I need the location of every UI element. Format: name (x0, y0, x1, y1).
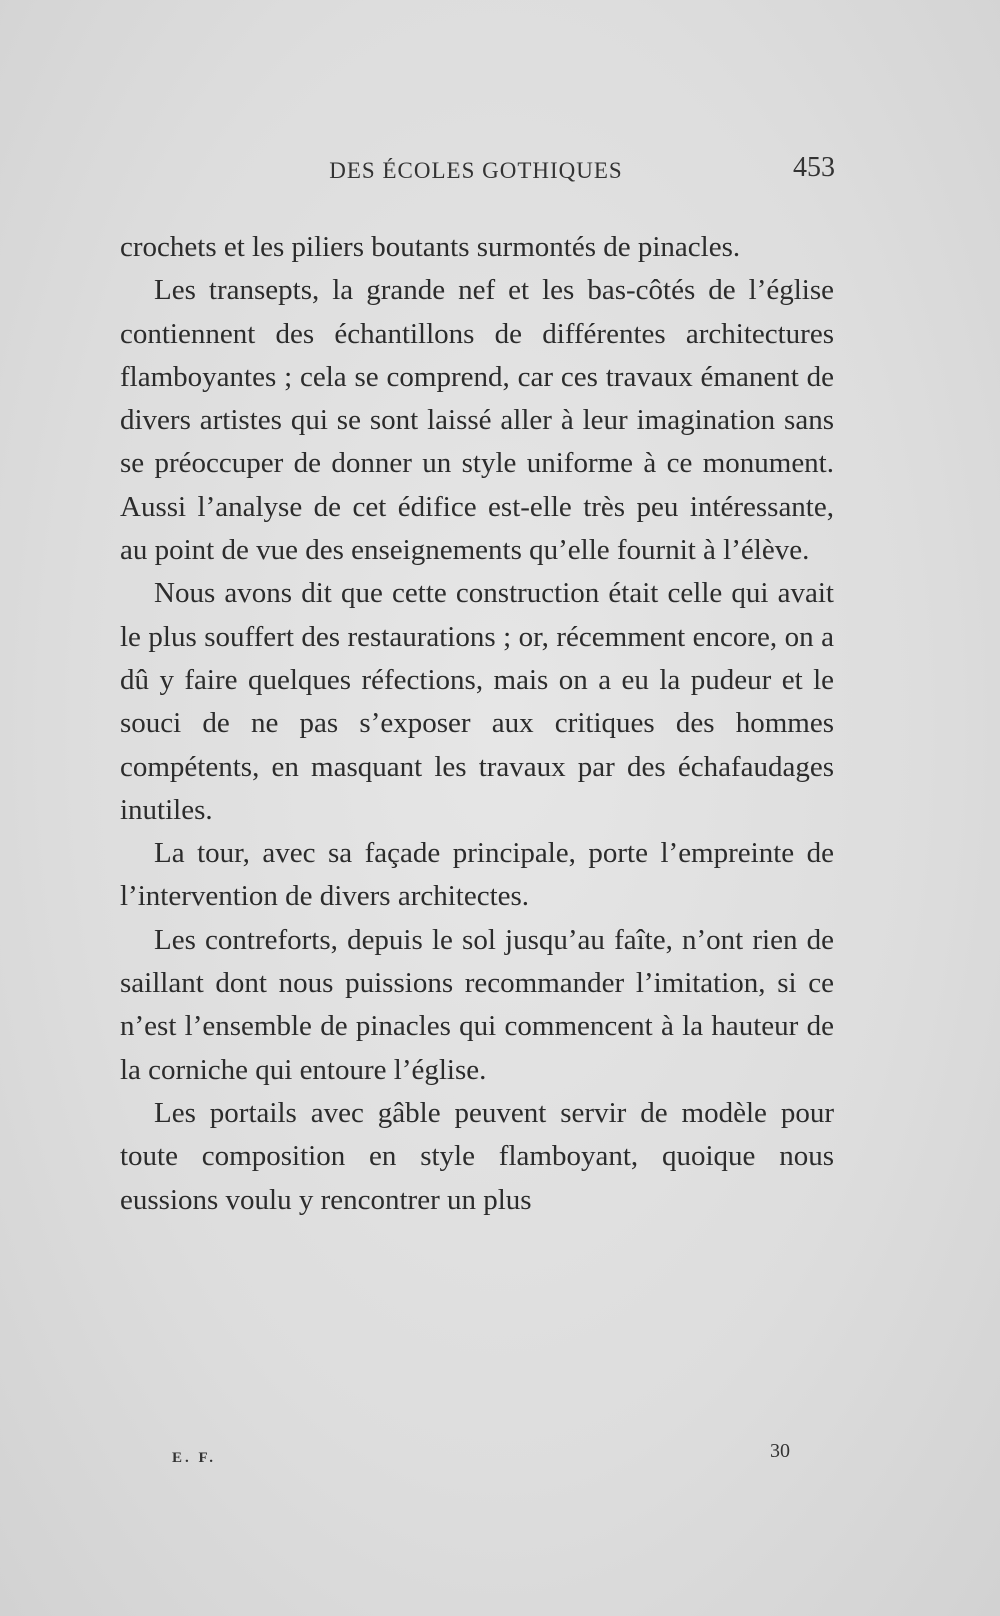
body-text (120, 226, 834, 1222)
paragraph: Les contreforts, depuis le sol jusqu’au faîte, n’ont rien de saillant dont nous puissions recommander l’imitation, si ce n’est l’ensemble de pinacles qui commencent à la hauteur de la corniche qui entoure l’église. (120, 923, 834, 1086)
paragraph: Nous avons dit que cette construction était celle qui avait le plus souffert des restaurations ; or, récemment encore, on a dû y faire quelques réfections, mais on a eu la pudeur et le souci de ne pas s’exposer aux critiques des hommes compétents, en masquant les travaux par des échafaudages inutiles. (120, 577, 834, 826)
sheet-number: 30 (770, 1440, 790, 1462)
running-head: DES ÉCOLES GOTHIQUES (329, 158, 623, 183)
paragraph: Les portails avec gâble peuvent servir de modèle pour toute composition en style flamboyant, quoique nous eussions voulu y rencontrer un plus (120, 1096, 834, 1216)
paragraph: La tour, avec sa façade principale, porte l’empreinte de l’intervention de divers architectes. (120, 837, 834, 913)
paragraph: Les transepts, la grande nef et les bas-côtés de l’église contiennent des échantillons de différentes architectures flamboyantes ; cela se comprend, car ces travaux émanent de divers artistes qui se sont laissé aller à leur imagination sans se préoccuper de donner un style uniforme à ce monument. Aussi l’analyse de cet édifice est-elle très peu intéressante, au point de vue des enseignements qu’elle fournit à l’élève. (120, 274, 834, 567)
printer-signature-mark: E. F. (172, 1450, 217, 1466)
page-number: 453 (793, 152, 835, 183)
paragraph: crochets et les piliers boutants surmontés de pinacles. (120, 231, 741, 263)
